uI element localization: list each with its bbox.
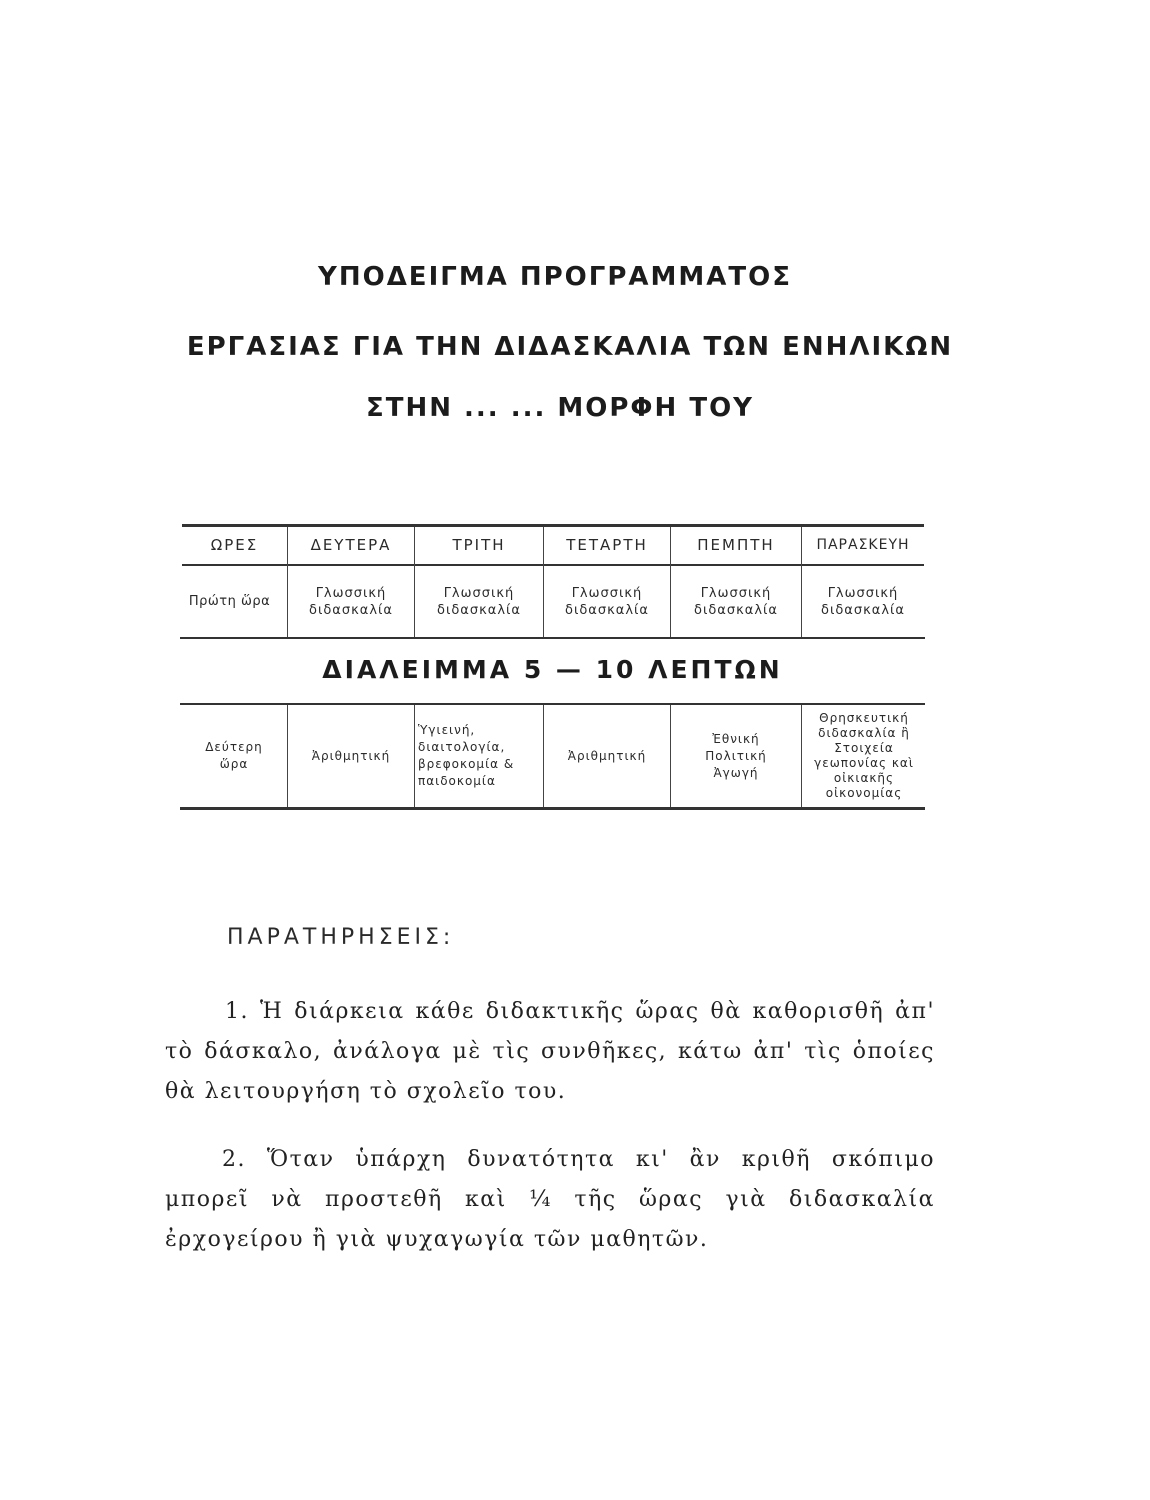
header-wednesday: ΤΕΤΑΡΤΗ [566, 536, 648, 554]
row2-hour-label: Δεύτερη ὥρα [205, 740, 263, 771]
note-2: 2. Ὅταν ὑπάρχη δυνατότητα κι' ἂν κριθῆ σκόπιμο μπορεῖ νὰ προστεθῆ καὶ ¼ τῆς ὥρας γιὰ διδασκαλία ἐρχογείρου ἢ γιὰ ψυχαγωγία τῶν μαθητῶν. [165, 1147, 935, 1252]
header-tuesday: ΤΡΙΤΗ [452, 536, 506, 554]
col-divider [414, 705, 415, 807]
header-thursday: ΠΕΜΠΤΗ [697, 536, 775, 554]
title-line-2: ΕΡΓΑΣΙΑΣ ΓΙΑ ΤΗΝ ΔΙΔΑΣΚΑΛΙΑ ΤΩΝ ΕΝΗΛΙΚΩΝ [186, 332, 954, 362]
note-1: 1. Ἡ διάρκεια κάθε διδακτικῆς ὥρας θὰ καθορισθῆ ἀπ' τὸ δάσκαλο, ἀνάλογα μὲ τὶς συνθῆκες, κάτω ἀπ' τὶς ὁποίες θὰ λειτουργήση τὸ σχολεῖο του. [165, 999, 935, 1104]
col-divider [801, 705, 802, 807]
row2-tuesday: Ὑγιεινή, διαιτολογία, βρεφοκομία & παιδοκομία [418, 723, 515, 788]
notes-heading: ΠΑΡΑΤΗΡΗΣΕΙΣ: [227, 925, 455, 950]
row2-thursday: Ἐθνική Πολιτική Ἀγωγή [705, 731, 767, 780]
header-hours: ΩΡΕΣ [210, 536, 259, 554]
row1-friday: Γλωσσική διδασκαλία [820, 585, 905, 618]
row2-monday: Ἀριθμητική [311, 748, 391, 763]
row1-hour-label: Πρώτη ὥρα [188, 594, 271, 609]
row1-bottom-rule [180, 637, 925, 639]
title-line-1: ΥΠΟΔΕΙΓΜΑ ΠΡΟΓΡΑΜΜΑΤΟΣ [318, 262, 792, 292]
table-bottom-rule [180, 807, 925, 810]
header-monday: ΔΕΥΤΕΡΑ [310, 536, 392, 554]
row1-tuesday: Γλωσσική διδασκαλία [436, 585, 521, 618]
row1-monday: Γλωσσική διδασκαλία [308, 585, 393, 618]
row1-thursday: Γλωσσική διδασκαλία [693, 585, 778, 618]
break-label: ΔΙΑΛΕΙΜΜΑ 5 — 10 ΛΕΠΤΩΝ [322, 655, 783, 684]
header-friday: ΠΑΡΑΣΚΕΥΗ [816, 537, 910, 553]
title-line-3: ΣΤΗΝ ... ... ΜΟΡΦΗ ΤΟΥ [365, 393, 755, 423]
row1-wednesday: Γλωσσική διδασκαλία [564, 585, 649, 618]
col-divider [670, 705, 671, 807]
row2-friday: Θρησκευτική διδασκαλία ἢ Στοιχεία γεωπονίας καὶ οἰκιακῆς οἰκονομίας [814, 711, 914, 800]
row2-wednesday: Ἀριθμητική [567, 748, 647, 763]
